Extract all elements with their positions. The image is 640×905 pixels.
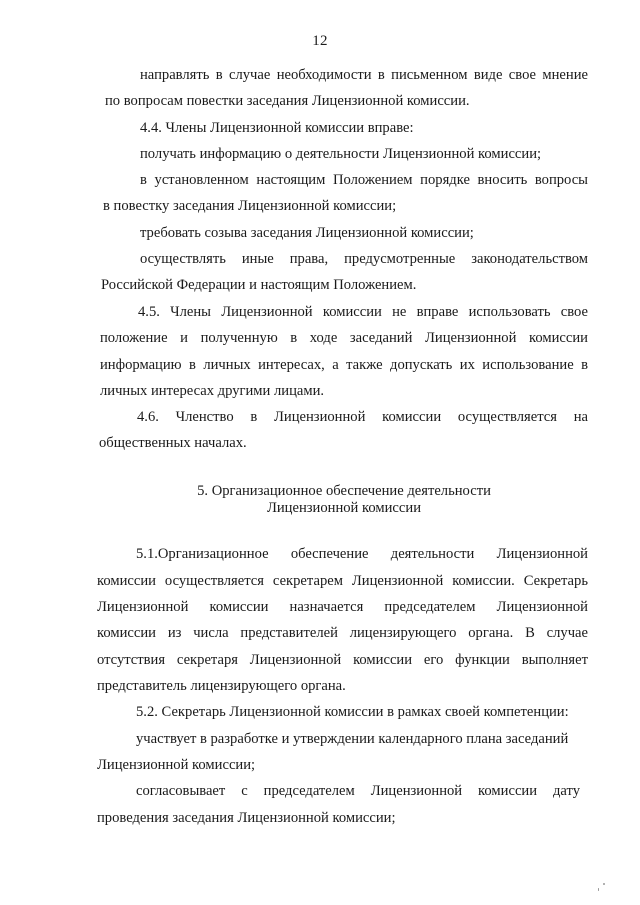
- page-number: 12: [312, 33, 328, 49]
- text-line: проведения заседания Лицензионной комиссии;: [97, 810, 396, 826]
- text-line: в установленном настоящим Положением порядке вносить вопросы: [140, 172, 588, 188]
- text-line: 4.5. Члены Лицензионной комиссии не вправе использовать свое: [138, 304, 588, 320]
- text-line: требовать созыва заседания Лицензионной комиссии;: [140, 225, 474, 241]
- text-line: информацию в личных интересах, а также допускать их использование в: [100, 357, 588, 373]
- text-line: получать информацию о деятельности Лицензионной комиссии;: [140, 146, 542, 162]
- text-line: комиссии из числа представителей лицензирующего органа. В случае: [97, 625, 588, 641]
- text-line: по вопросам повестки заседания Лицензионной комиссии.: [105, 93, 470, 109]
- text-line: 4.4. Члены Лицензионной комиссии вправе:: [140, 120, 414, 136]
- text-line: Российской Федерации и настоящим Положением.: [101, 277, 417, 293]
- text-line: 4.6. Членство в Лицензионной комиссии осуществляется на: [137, 409, 588, 425]
- section-heading-line2: Лицензионной комиссии: [266, 500, 422, 516]
- text-line: участвует в разработке и утверждении календарного плана заседаний: [136, 731, 569, 747]
- text-line: представитель лицензирующего органа.: [97, 678, 346, 694]
- text-line: положение и полученную в ходе заседаний Лицензионной комиссии: [100, 330, 588, 346]
- scan-speck: [603, 883, 605, 885]
- text-line: 5.2. Секретарь Лицензионной комиссии в рамках своей компетенции:: [136, 704, 569, 720]
- text-line: в повестку заседания Лицензионной комиссии;: [103, 198, 397, 214]
- scan-speck: [598, 888, 599, 891]
- text-line: отсутствия секретаря Лицензионной комиссии его функции выполняет: [97, 652, 588, 668]
- text-line: личных интересах другими лицами.: [100, 383, 325, 399]
- text-line: 5.1.Организационное обеспечение деятельности Лицензионной: [136, 546, 588, 562]
- text-line: Лицензионной комиссии назначается председателем Лицензионной: [97, 599, 588, 615]
- text-line: направлять в случае необходимости в письменном виде свое мнение: [140, 67, 588, 83]
- text-line: общественных началах.: [99, 435, 247, 451]
- text-line: Лицензионной комиссии;: [97, 757, 256, 773]
- text-line: комиссии осуществляется секретарем Лицензионной комиссии. Секретарь: [97, 573, 588, 589]
- text-line: осуществлять иные права, предусмотренные законодательством: [140, 251, 588, 267]
- section-heading: 5. Организационное обеспечение деятельности: [197, 483, 491, 499]
- text-line: согласовывает с председателем Лицензионной комиссии дату: [136, 783, 580, 799]
